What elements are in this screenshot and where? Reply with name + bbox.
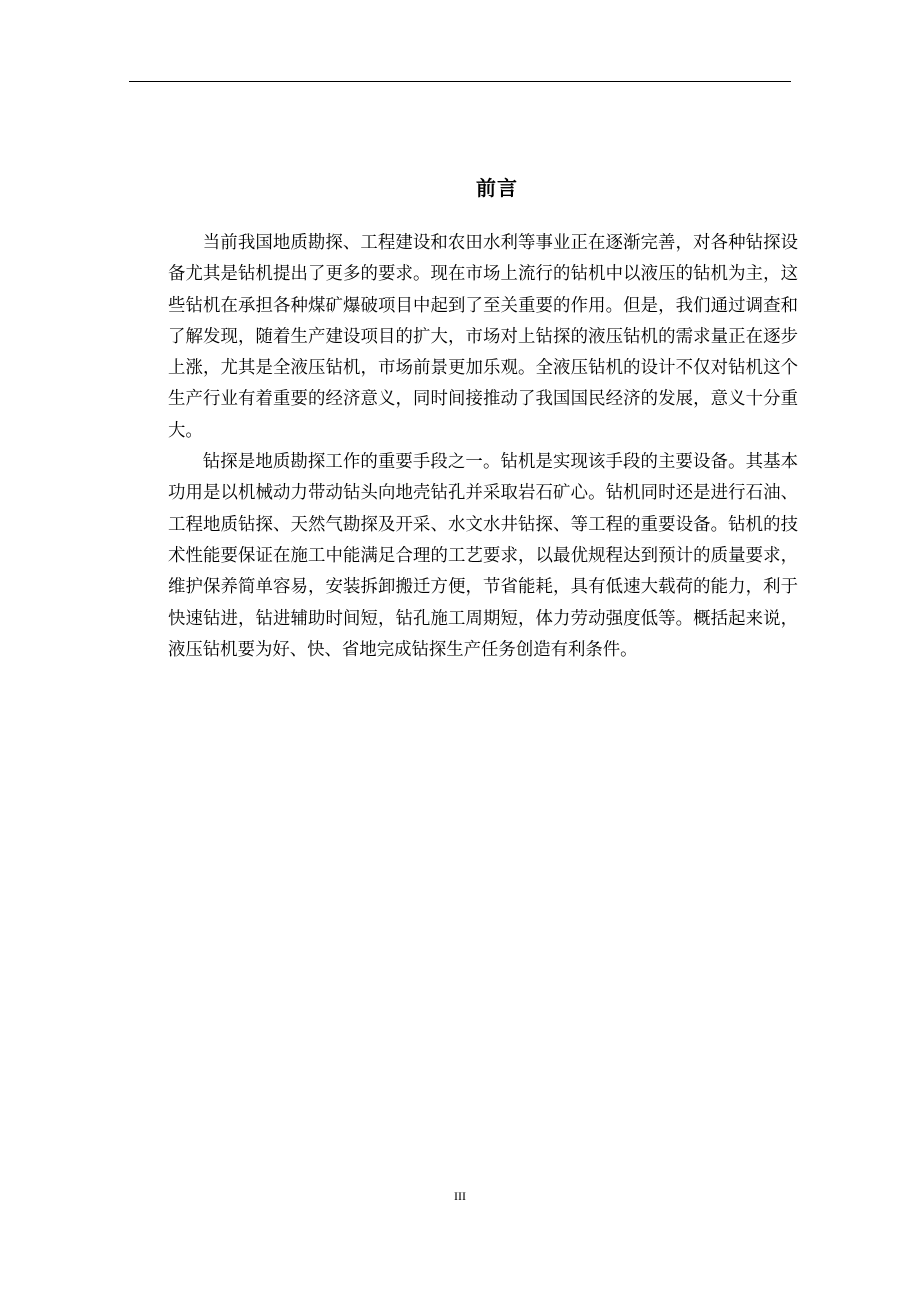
page-number: III	[454, 1189, 466, 1203]
header-rule	[129, 81, 791, 82]
paragraph-1: 当前我国地质勘探、工程建设和农田水利等事业正在逐渐完善，对各种钻探设备尤其是钻机提出了更多的要求。现在市场上流行的钻机中以液压的钻机为主，这些钻机在承担各种煤矿爆破项目中起到了至关重要的作用。但是，我们通过调查和了解发现，随着生产建设项目的扩大，市场对上钻探的液压钻机的需求量正在逐步上涨，尤其是全液压钻机，市场前景更加乐观。全液压钻机的设计不仅对钻机这个生产行业有着重要的经济意义，同时间接推动了我国国民经济的发展，意义十分重大。	[168, 233, 798, 441]
paragraph-2: 钻探是地质勘探工作的重要手段之一。钻机是实现该手段的主要设备。其基本功用是以机械动力带动钻头向地壳钻孔并采取岩石矿心。钻机同时还是进行石油、工程地质钻探、天然气勘探及开采、水文水井钻探、等工程的重要设备。钻机的技术性能要保证在施工中能满足合理的工艺要求，以最优规程达到预计的质量要求，维护保养简单容易，安装拆卸搬迁方便，节省能耗，具有低速大载荷的能力，利于快速钻进，钻进辅助时间短，钻孔施工周期短，体力劳动强度低等。概括起来说，液压钻机要为好、快、省地完成钻探生产任务创造有利条件。	[168, 452, 798, 660]
document-body	[168, 228, 798, 666]
page-title: 前言	[476, 176, 518, 200]
